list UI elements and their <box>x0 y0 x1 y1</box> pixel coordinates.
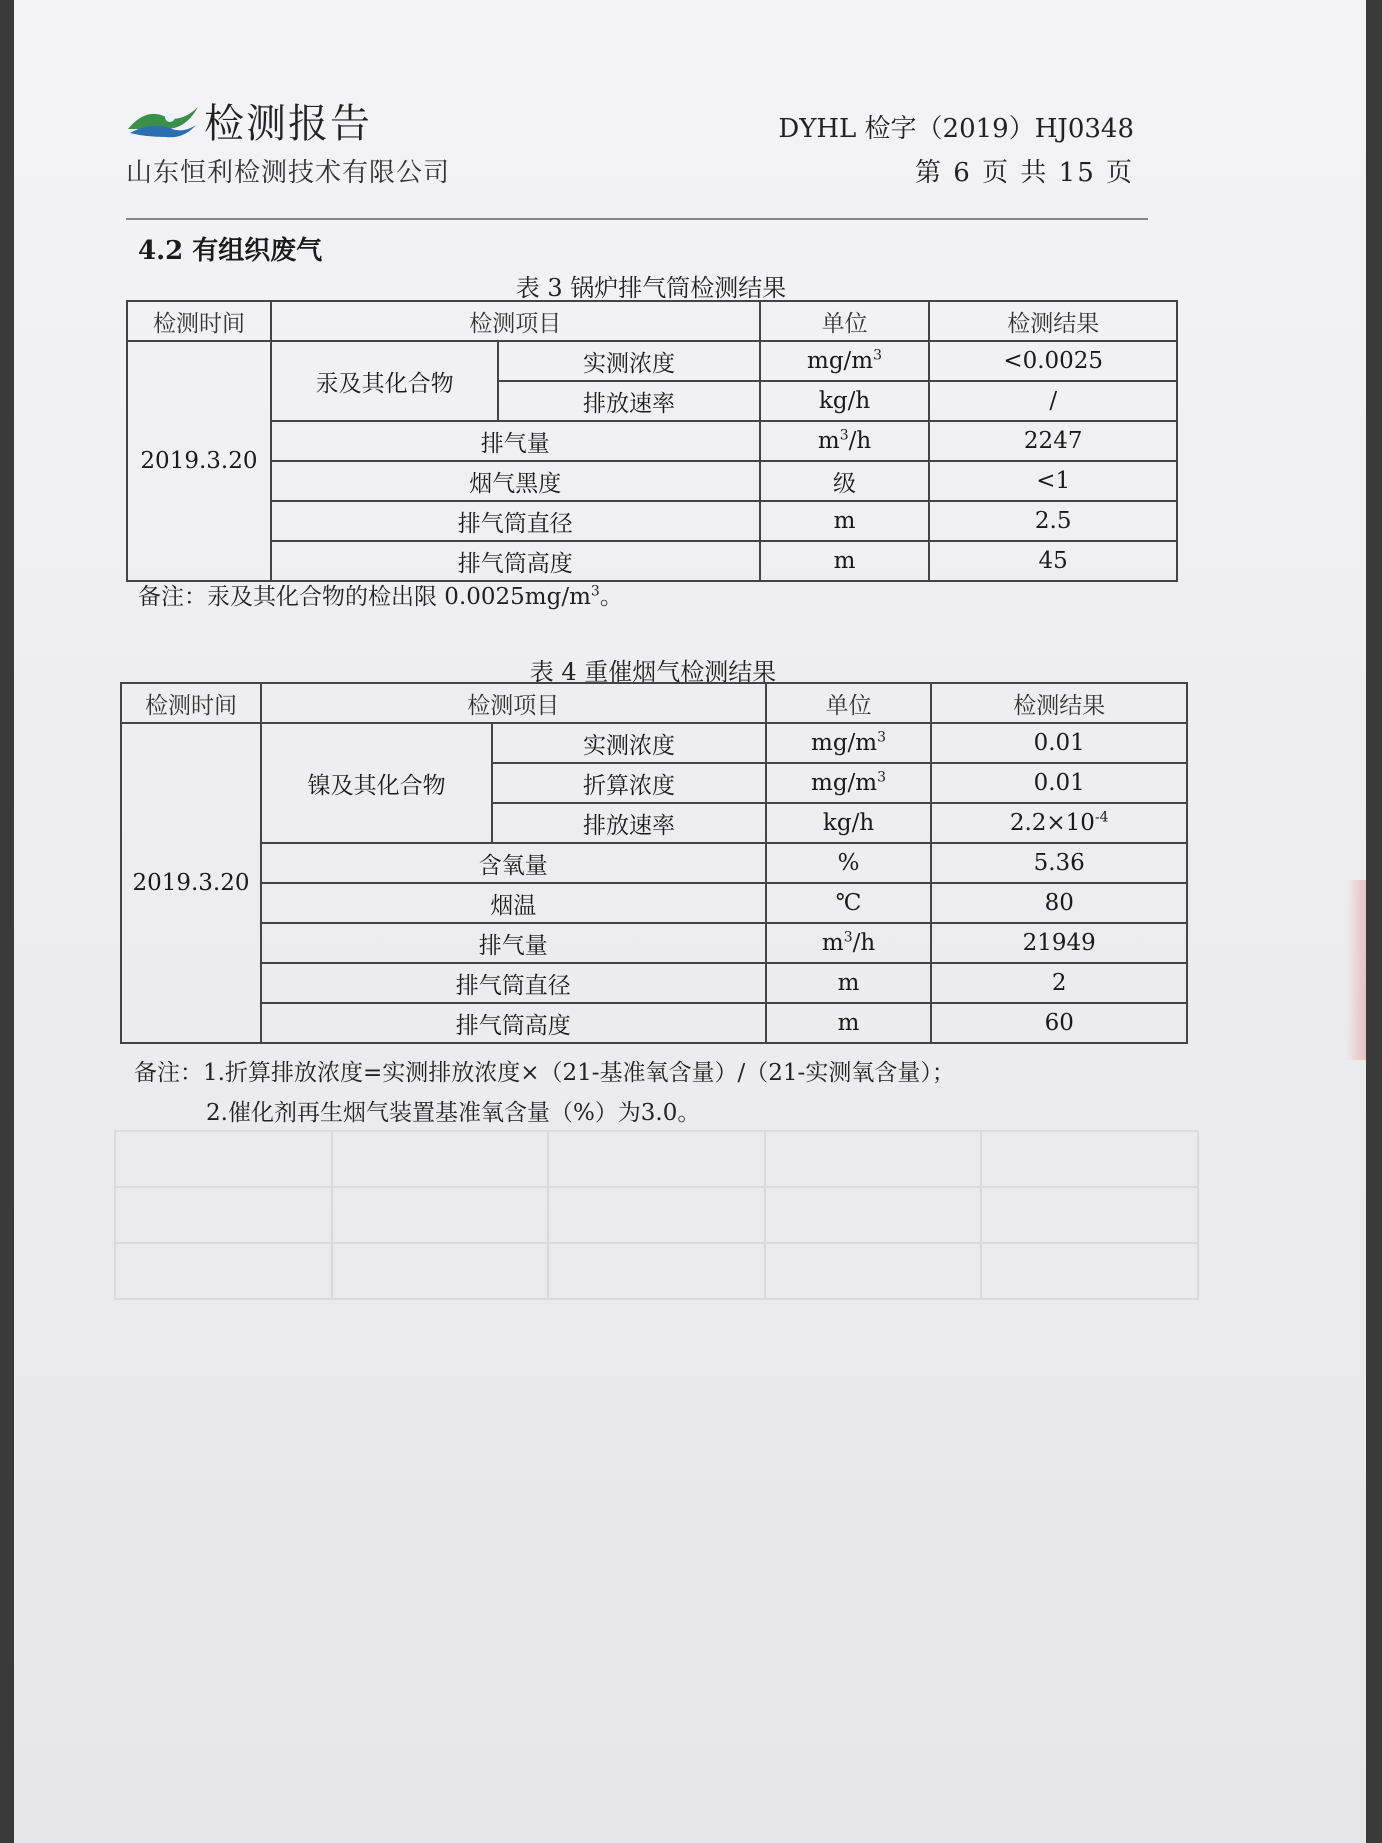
table-cell: 烟温 <box>261 883 766 923</box>
table4-date: 2019.3.20 <box>121 723 261 1043</box>
table4-note-1: 备注：1.折算排放浓度=实测排放浓度×（21-基准氧含量）/（21-实测氧含量）； <box>134 1060 955 1086</box>
table-cell: 排气量 <box>261 923 766 963</box>
table-cell: 级 <box>760 461 930 501</box>
table3-note: 备注：汞及其化合物的检出限 $0.0025mg/m^3$。 <box>138 583 623 610</box>
table3-header-item: 检测项目 <box>271 301 760 341</box>
table4-header-unit: 单位 <box>766 683 932 723</box>
table-cell: $mg/m^3$ <box>766 723 932 763</box>
table4-note-2: 2.催化剂再生烟气装置基准氧含量（%）为3.0。 <box>206 1100 701 1126</box>
company-logo-icon <box>126 99 200 143</box>
table3-caption: 表 3 锅炉排气筒检测结果 <box>515 274 787 302</box>
table-cell: / <box>929 381 1177 421</box>
table-cell: $m^3/h$ <box>766 923 932 963</box>
table-cell: 排气量 <box>271 421 760 461</box>
table-cell: $mg/m^3$ <box>760 341 930 381</box>
table4-group: 镍及其化合物 <box>261 723 492 843</box>
table4-header-time: 检测时间 <box>121 683 261 723</box>
table-cell: 2 <box>931 963 1187 1003</box>
report-header <box>126 92 372 149</box>
table-cell: <0.0025 <box>929 341 1177 381</box>
table-cell: 5.36 <box>931 843 1187 883</box>
table-cell: m <box>760 501 930 541</box>
report-number: DYHL 检字（2019）HJ0348 <box>778 114 1134 144</box>
table3-date: 2019.3.20 <box>127 341 271 581</box>
page-number: 第 6 页 共 15 页 <box>915 158 1134 188</box>
table4-caption: 表 4 重催烟气检测结果 <box>529 658 777 686</box>
table-cell: % <box>766 843 932 883</box>
table-cell: kg/h <box>766 803 932 843</box>
table3-header-time: 检测时间 <box>127 301 271 341</box>
table-cell: ℃ <box>766 883 932 923</box>
table-cell: $2.2\times 10^{-4}$ <box>931 803 1187 843</box>
table-cell: 21949 <box>931 923 1187 963</box>
table3 <box>126 300 1178 582</box>
table-cell: $m^3/h$ <box>760 421 930 461</box>
table4-header-result: 检测结果 <box>931 683 1187 723</box>
table-cell: 折算浓度 <box>492 763 765 803</box>
table-cell: m <box>766 1003 932 1043</box>
table-cell: 排放速率 <box>498 381 759 421</box>
seal-stamp-edge <box>1346 880 1366 1060</box>
table-cell: kg/h <box>760 381 930 421</box>
section-title: 4.2 有组织废气 <box>138 236 323 266</box>
table-cell: 烟气黑度 <box>271 461 760 501</box>
table4 <box>120 682 1188 1044</box>
table-cell: 0.01 <box>931 723 1187 763</box>
table-cell: 排放速率 <box>492 803 765 843</box>
document-page <box>14 0 1366 1843</box>
table-cell: 2247 <box>929 421 1177 461</box>
table4-header-item: 检测项目 <box>261 683 766 723</box>
table-cell: 0.01 <box>931 763 1187 803</box>
table-cell: 排气筒高度 <box>261 1003 766 1043</box>
bleed-through-table <box>114 1130 1199 1300</box>
table-cell: 实测浓度 <box>498 341 759 381</box>
table-cell: 实测浓度 <box>492 723 765 763</box>
table3-group: 汞及其化合物 <box>271 341 498 421</box>
table-cell: 60 <box>931 1003 1187 1043</box>
table-cell: m <box>766 963 932 1003</box>
company-name: 山东恒利检测技术有限公司 <box>126 158 451 188</box>
table-cell: $mg/m^3$ <box>766 763 932 803</box>
table-cell: <1 <box>929 461 1177 501</box>
table-cell: m <box>760 541 930 581</box>
header-divider <box>126 218 1148 220</box>
table-cell: 45 <box>929 541 1177 581</box>
table-cell: 排气筒高度 <box>271 541 760 581</box>
table-cell: 含氧量 <box>261 843 766 883</box>
table-cell: 2.5 <box>929 501 1177 541</box>
table-cell: 80 <box>931 883 1187 923</box>
table3-header-unit: 单位 <box>760 301 930 341</box>
table3-header-result: 检测结果 <box>929 301 1177 341</box>
table-cell: 排气筒直径 <box>271 501 760 541</box>
table-cell: 排气筒直径 <box>261 963 766 1003</box>
report-title: 检测报告 <box>204 101 372 147</box>
